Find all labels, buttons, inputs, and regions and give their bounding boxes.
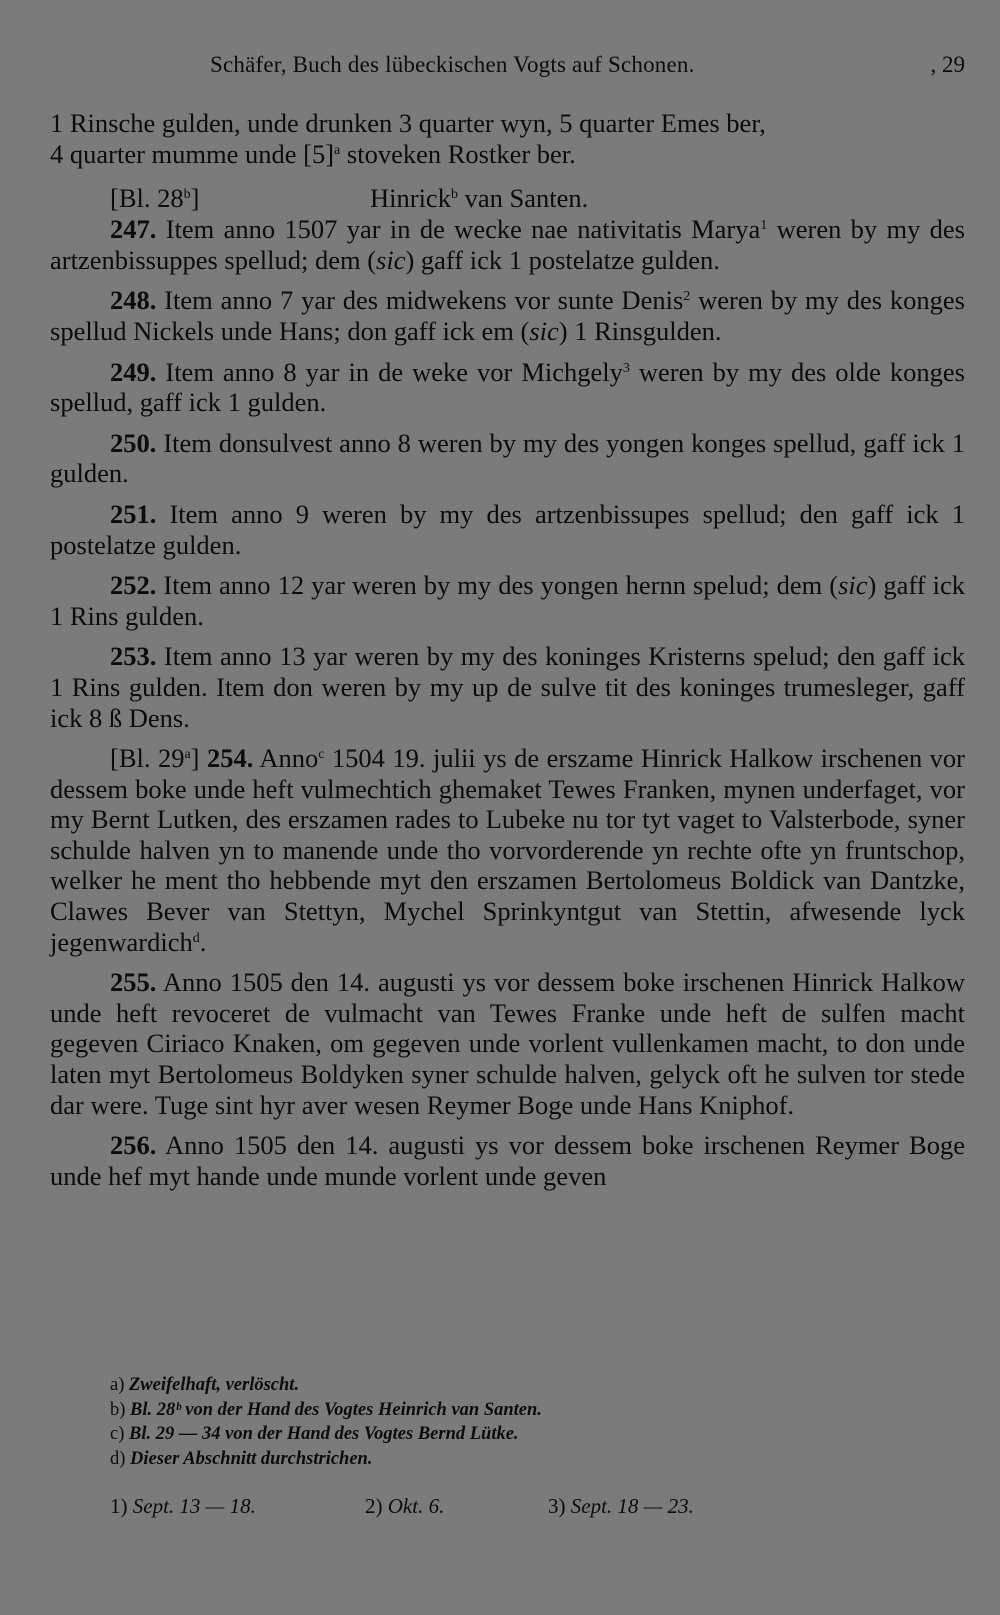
note-mark: 2 <box>683 289 691 305</box>
page-number: , 29 <box>930 52 965 77</box>
footnote-a <box>110 1373 960 1398</box>
entry-text: Anno 1505 den 14. augusti ys vor dessem boke irschenen Reymer Boge unde hef myt hande unde munde vorlent unde geven <box>50 1130 965 1191</box>
entry-252 <box>50 570 965 631</box>
folio-reference <box>110 743 200 773</box>
section-heading <box>50 183 965 214</box>
entry-text: 1504 19. julii ys de erszame Hinrick Halkow irschenen vor dessem boke unde heft vulmechtich ghemaket Tewes Franken, mynen underfaget, vor my Bernt Lutken, des erszamen rades to Lubeke nu tor tyt vaget to Valsterbode, syner schulde halven yn to manende unde tho vorvorderende yn rechte ofte yn fruntschop, welker he ment tho hebbende myt den erszamen Bertolomeus Boldick van Dantzke, Clawes Bever van Stettyn, Mychel Sprinkyntgut van Stettin, afwesende lyck jegenwardich <box>50 743 965 957</box>
entry-text: Item anno 12 yar weren by my des yongen hernn spelud; dem ( <box>156 570 839 601</box>
textual-footnotes <box>110 1373 960 1471</box>
entry-number: 247. <box>110 214 157 245</box>
sic-mark: sic <box>838 570 868 601</box>
folio-ref-text: [Bl. 28 <box>110 183 184 214</box>
entry-number: 253. <box>110 641 157 672</box>
note-mark: 3 <box>622 360 630 376</box>
footnote-text: Dieser Abschnitt durchstrichen. <box>130 1448 373 1469</box>
intro-line-2b: stoveken Rostker ber. <box>340 138 576 169</box>
date-note-3 <box>548 1494 694 1519</box>
folio-ref-sup: a <box>184 747 191 763</box>
entry-number: 251. <box>110 498 157 529</box>
footnote-d <box>110 1447 960 1472</box>
entry-text: Item anno 7 yar des midwekens vor sunte Denis <box>156 285 684 316</box>
section-name <box>370 183 588 214</box>
footnote-mark: c) <box>110 1424 125 1444</box>
intro-line-1: 1 Rinsche gulden, unde drunken 3 quarter wyn, 5 quarter Emes ber, <box>50 108 766 138</box>
folio-ref-close: ] <box>190 743 200 774</box>
date-note-text: Okt. 6. <box>387 1494 445 1518</box>
entry-number: 248. <box>110 285 157 316</box>
footnote-c <box>110 1422 960 1447</box>
entry-text: Item anno 9 weren by my des artzenbissupes spellud; den gaff ick 1 postelatze gulden. <box>50 498 965 560</box>
note-mark: c <box>318 747 325 763</box>
entry-250 <box>50 428 965 489</box>
entry-text: Anno <box>253 743 319 774</box>
footnote-b <box>110 1398 960 1423</box>
entry-text: weren by my des artzenbissuppes spellud; dem ( <box>50 214 965 275</box>
section-name-sup: b <box>450 187 458 203</box>
entry-251 <box>50 499 965 560</box>
intro-line-2a: 4 quarter mumme unde [5] <box>50 138 335 169</box>
intro-paragraph <box>50 108 965 169</box>
footnote-mark-a: a <box>334 142 341 158</box>
entry-248 <box>50 285 965 346</box>
entry-text: . <box>199 926 207 957</box>
entry-253 <box>50 641 965 733</box>
entry-number: 250. <box>110 427 157 458</box>
entry-text: weren by my des konges spellud Nickels unde Hans; don gaff ick em ( <box>50 285 965 346</box>
sic-mark: sic <box>529 315 559 346</box>
date-note-mark: 2) <box>365 1494 383 1518</box>
footnote-mark: a) <box>110 1375 125 1395</box>
entry-number: 254. <box>206 743 254 774</box>
entry-number: 252. <box>110 570 157 601</box>
entry-254 <box>50 743 965 957</box>
footnote-text: Zweifelhaft, verlöscht. <box>129 1375 300 1395</box>
entry-number: 249. <box>110 356 157 387</box>
entry-text: Item anno 8 yar in de weke vor Michgely <box>156 356 623 387</box>
footnote-text: Bl. 28ᵇ von der Hand des Vogtes Heinrich van Santen. <box>130 1399 542 1420</box>
running-header <box>50 52 965 86</box>
entry-text: ) gaff ick 1 Rins gulden. <box>50 570 965 631</box>
folio-reference <box>110 183 199 214</box>
date-note-text: Sept. 13 — 18. <box>132 1494 256 1518</box>
date-note-2 <box>365 1494 444 1519</box>
entry-text: Item anno 13 yar weren by my des koninges Kristerns spelud; den gaff ick 1 Rins gulden. Item don weren by my up de sulve tit des koninges trumesleger, gaff ick 8 ß Dens. <box>50 641 965 733</box>
entry-256 <box>50 1130 965 1191</box>
note-mark: d <box>192 930 200 946</box>
folio-ref-text: [Bl. 29 <box>110 743 185 774</box>
date-note-text: Sept. 18 — 23. <box>570 1494 694 1518</box>
entry-text: Item anno 1507 yar in de wecke nae nativitatis Marya <box>156 214 761 245</box>
entry-text: ) gaff ick 1 postelatze gulden. <box>405 244 720 275</box>
date-note-mark: 3) <box>548 1494 566 1518</box>
sic-mark: sic <box>376 244 406 275</box>
entry-text: Anno 1505 den 14. augusti ys vor dessem boke irschenen Hinrick Halkow unde heft revoceret de vulmacht van Tewes Franke unde heft de sulfen macht gegeven Ciriaco Knaken, om gegeven unde vorlent vullenkamen macht, to don unde laten myt Bertolomeus Boldyken syner schulde halven, gelyck oft he sulven tor stede dar were. Tuge sint hyr aver wesen Reymer Boge unde Hans Kniphof. <box>50 967 965 1120</box>
footnote-mark: b) <box>110 1399 126 1420</box>
folio-ref-close: ] <box>190 183 200 214</box>
entry-number: 255. <box>110 967 157 998</box>
section-name-first: Hinrick <box>370 183 451 214</box>
note-mark: 1 <box>760 218 768 234</box>
main-text <box>50 108 965 1191</box>
running-title: Schäfer, Buch des lübeckischen Vogts auf Schonen. <box>210 52 695 77</box>
entry-247 <box>50 214 965 275</box>
entry-text: ) 1 Rinsgulden. <box>558 315 722 346</box>
entry-255 <box>50 967 965 1120</box>
date-note-mark: 1) <box>110 1494 128 1518</box>
footnote-mark: d) <box>110 1448 126 1469</box>
entry-text: Item donsulvest anno 8 weren by my des yongen konges spellud, gaff ick 1 gulden. <box>50 427 965 489</box>
section-name-rest: van Santen. <box>457 183 589 214</box>
folio-ref-sup: b <box>183 187 191 203</box>
entry-249 <box>50 357 965 418</box>
entry-text: weren by my des olde konges spellud, gaff ick 1 gulden. <box>50 356 965 418</box>
footnote-text: Bl. 29 — 34 von der Hand des Vogtes Bernd Lütke. <box>129 1424 519 1444</box>
date-note-1 <box>110 1494 256 1519</box>
entry-number: 256. <box>110 1130 157 1161</box>
